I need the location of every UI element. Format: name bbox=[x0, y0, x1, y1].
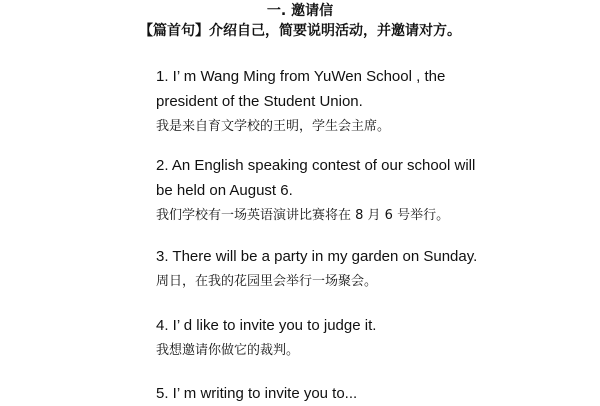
english-line: 3. There will be a party in my garden on Sunday. bbox=[156, 248, 478, 265]
sentence-item-3 bbox=[156, 244, 596, 294]
section-subtitle: 【篇首句】介绍自己，简要说明活动，并邀请对方。 bbox=[139, 23, 461, 39]
chinese-translation: 我是来自育文学校的王明，学生会主席。 bbox=[156, 119, 391, 134]
chinese-translation: 我想邀请你做它的裁判。 bbox=[156, 343, 300, 358]
english-line: be held on August 6. bbox=[156, 182, 293, 199]
english-line: 5. I’ m writing to invite you to... bbox=[156, 385, 358, 402]
chinese-translation: 周日，在我的花园里会举行一场聚会。 bbox=[156, 274, 378, 289]
sentence-item-1 bbox=[156, 64, 596, 139]
english-line: 2. An English speaking contest of our school will bbox=[156, 157, 476, 174]
sentence-item-5 bbox=[156, 381, 596, 406]
sentence-item-4 bbox=[156, 313, 596, 363]
sentence-item-2 bbox=[156, 153, 596, 228]
chinese-translation: 我们学校有一场英语演讲比赛将在 8 月 6 号举行。 bbox=[156, 208, 450, 223]
english-line: president of the Student Union. bbox=[156, 93, 363, 110]
english-line: 1. I’ m Wang Ming from YuWen School , the bbox=[156, 68, 446, 85]
section-title: 一. 邀请信 bbox=[266, 3, 334, 19]
english-line: 4. I’ d like to invite you to judge it. bbox=[156, 317, 377, 334]
